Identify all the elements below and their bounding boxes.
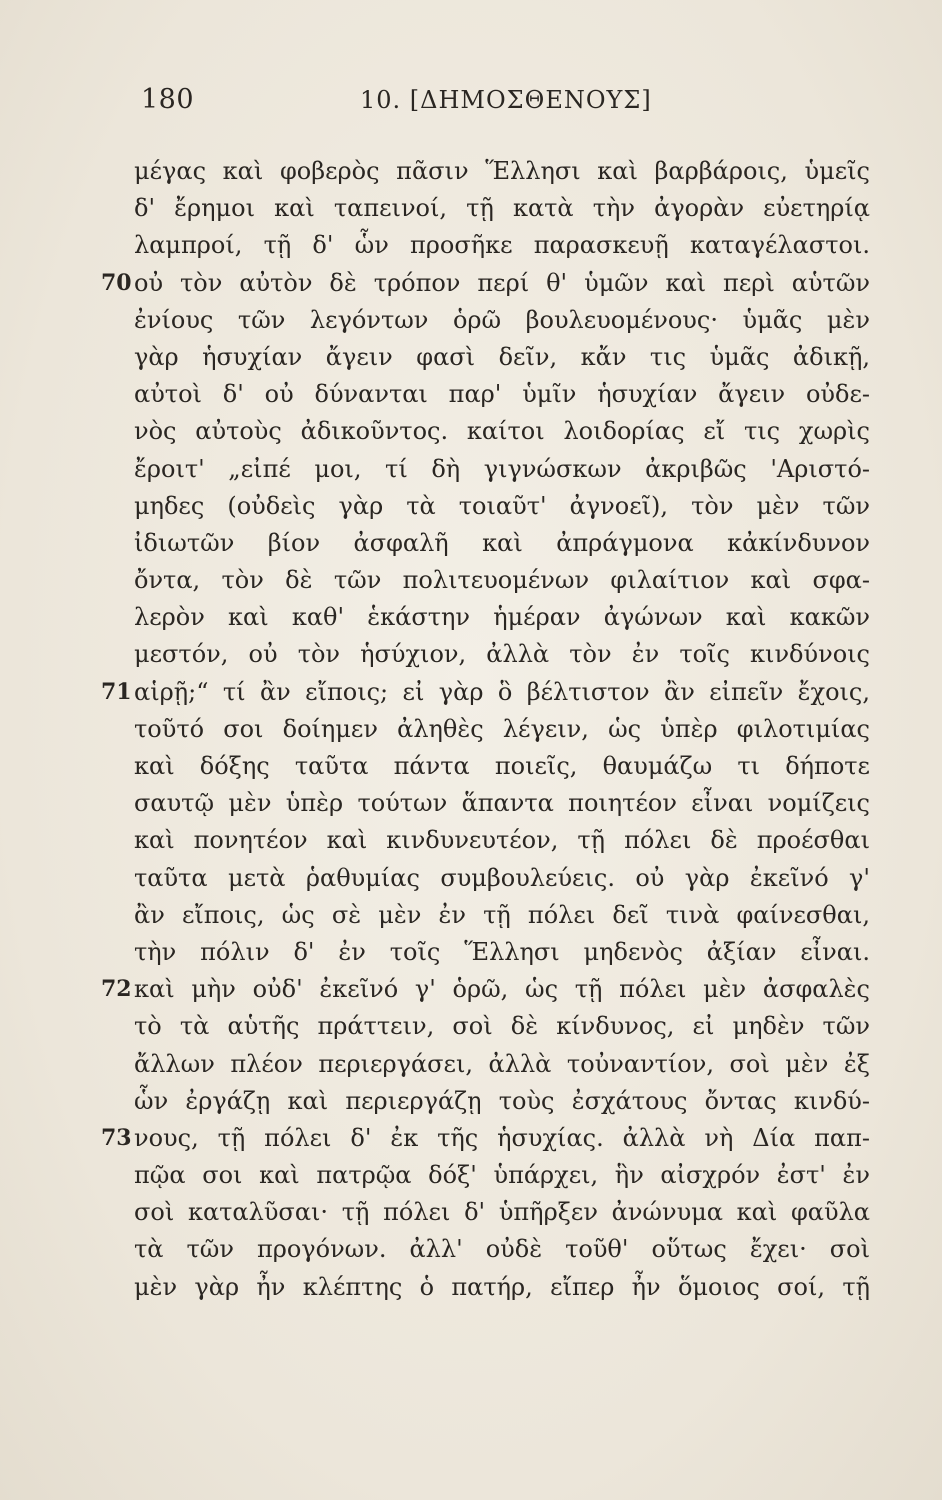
line-text: γὰρ ἡσυχίαν ἄγειν φασὶ δεῖν, κἄν τις ὑμᾶς ἀδικῇ,: [134, 342, 870, 371]
text-line: [0, 1269, 942, 1306]
section-number: 71: [101, 678, 132, 705]
line-text: αὐτοὶ δ' οὐ δύνανται παρ' ὑμῖν ἡσυχίαν ἄγειν οὐδε-: [134, 380, 870, 409]
line-text: νους, τῇ πόλει δ' ἐκ τῆς ἡσυχίας. ἀλλὰ νὴ Δία παπ-: [134, 1123, 870, 1152]
text-line: [0, 971, 942, 1008]
text-line: [0, 897, 942, 934]
text-line: [0, 860, 942, 897]
text-line: [0, 674, 942, 711]
text-line: [0, 1194, 942, 1231]
text-line: [0, 599, 942, 636]
text-line: [0, 1231, 942, 1268]
running-title: 10. [ΔΗΜΟΣΘΕΝΟΥΣ]: [360, 86, 652, 114]
text-line: [0, 302, 942, 339]
text-line: [0, 525, 942, 562]
line-text: ὧν ἐργάζῃ καὶ περιεργάζῃ τοὺς ἐσχάτους ὄντας κινδύ-: [134, 1086, 870, 1115]
line-text: τοῦτό σοι δοίημεν ἀληθὲς λέγειν, ὡς ὑπὲρ φιλοτιμίας: [134, 714, 870, 743]
text-line: [0, 1046, 942, 1083]
text-line: [0, 1157, 942, 1194]
text-line: [0, 451, 942, 488]
line-text: ἂν εἴποις, ὡς σὲ μὲν ἐν τῇ πόλει δεῖ τινὰ φαίνεσθαι,: [134, 900, 870, 929]
line-text: πῷα σοι καὶ πατρῷα δόξ' ὑπάρχει, ἣν αἰσχρόν ἐστ' ἐν: [134, 1161, 870, 1190]
line-text: ταῦτα μετὰ ῥαθυμίας συμβουλεύεις. οὐ γὰρ ἐκεῖνό γ': [134, 863, 870, 892]
line-text: τὸ τὰ αὑτῆς πράττειν, σοὶ δὲ κίνδυνος, εἰ μηδὲν τῶν: [134, 1012, 870, 1041]
line-text: σαυτῷ μὲν ὑπὲρ τούτων ἅπαντα ποιητέον εἶναι νομίζεις: [134, 789, 870, 818]
line-text: τὴν πόλιν δ' ἐν τοῖς Ἕλλησι μηδενὸς ἀξίαν εἶναι.: [134, 937, 870, 966]
section-number: 70: [101, 269, 132, 296]
line-text: σοὶ καταλῦσαι· τῇ πόλει δ' ὑπῆρξεν ἀνώνυμα καὶ φαῦλα: [134, 1198, 870, 1227]
line-text: ἰδιωτῶν βίον ἀσφαλῆ καὶ ἀπράγμονα κἀκίνδυνον: [134, 528, 870, 557]
text-line: [0, 822, 942, 859]
text-line: [0, 376, 942, 413]
line-text: ἔροιτ' „εἰπέ μοι, τί δὴ γιγνώσκων ἀκριβῶς 'Αριστό-: [134, 454, 870, 483]
text-line: [0, 413, 942, 450]
page-header: [0, 84, 942, 124]
line-text: αἱρῇ;“ τί ἂν εἴποις; εἰ γὰρ ὃ βέλτιστον ἂν εἰπεῖν ἔχοις,: [134, 677, 870, 706]
line-text: μὲν γὰρ ἦν κλέπτης ὁ πατήρ, εἴπερ ἦν ὅμοιος σοί, τῇ: [134, 1272, 870, 1301]
line-text: λερὸν καὶ καθ' ἑκάστην ἡμέραν ἀγώνων καὶ κακῶν: [134, 603, 870, 632]
body-text: [0, 153, 942, 1306]
line-text: δ' ἔρημοι καὶ ταπεινοί, τῇ κατὰ τὴν ἀγορὰν εὐετηρίᾳ: [134, 194, 870, 223]
text-line: [0, 227, 942, 264]
text-line: [0, 785, 942, 822]
line-text: νὸς αὐτοὺς ἀδικοῦντος. καίτοι λοιδορίας εἴ τις χωρὶς: [134, 417, 870, 446]
line-text: μηδες (οὐδεὶς γὰρ τὰ τοιαῦτ' ἀγνοεῖ), τὸν μὲν τῶν: [134, 491, 870, 520]
text-line: [0, 711, 942, 748]
section-number: 73: [101, 1124, 132, 1151]
line-text: οὐ τὸν αὐτὸν δὲ τρόπον περί θ' ὑμῶν καὶ περὶ αὑτῶν: [134, 268, 870, 297]
text-line: [0, 1083, 942, 1120]
line-text: καὶ μὴν οὐδ' ἐκεῖνό γ' ὁρῶ, ὡς τῇ πόλει μὲν ἀσφαλὲς: [134, 975, 870, 1004]
text-line: [0, 190, 942, 227]
text-line: [0, 1008, 942, 1045]
text-line: [0, 339, 942, 376]
text-line: [0, 1120, 942, 1157]
line-text: τὰ τῶν προγόνων. ἀλλ' οὐδὲ τοῦθ' οὕτως ἔχει· σοὶ: [134, 1235, 870, 1264]
text-line: [0, 265, 942, 302]
section-number: 72: [101, 976, 132, 1003]
line-text: μεστόν, οὐ τὸν ἡσύχιον, ἀλλὰ τὸν ἐν τοῖς κινδύνοις: [134, 640, 870, 669]
text-line: [0, 488, 942, 525]
text-line: [0, 748, 942, 785]
text-line: [0, 562, 942, 599]
line-text: μέγας καὶ φοβερὸς πᾶσιν Ἕλλησι καὶ βαρβάροις, ὑμεῖς: [134, 157, 870, 185]
line-text: καὶ πονητέον καὶ κινδυνευτέον, τῇ πόλει δὲ προέσθαι: [134, 826, 870, 855]
text-line: [0, 153, 942, 190]
text-line: [0, 934, 942, 971]
text-line: [0, 636, 942, 673]
line-text: ἄλλων πλέον περιεργάσει, ἀλλὰ τοὐναντίον, σοὶ μὲν ἐξ: [134, 1049, 870, 1078]
page-number: 180: [141, 84, 195, 115]
line-text: καὶ δόξης ταῦτα πάντα ποιεῖς, θαυμάζω τι δήποτε: [134, 752, 870, 780]
line-text: λαμπροί, τῇ δ' ὧν προσῆκε παρασκευῇ καταγέλαστοι.: [134, 231, 870, 260]
line-text: ἐνίους τῶν λεγόντων ὁρῶ βουλευομένους· ὑμᾶς μὲν: [134, 305, 870, 334]
line-text: ὄντα, τὸν δὲ τῶν πολιτευομένων φιλαίτιον καὶ σφα-: [134, 566, 870, 595]
